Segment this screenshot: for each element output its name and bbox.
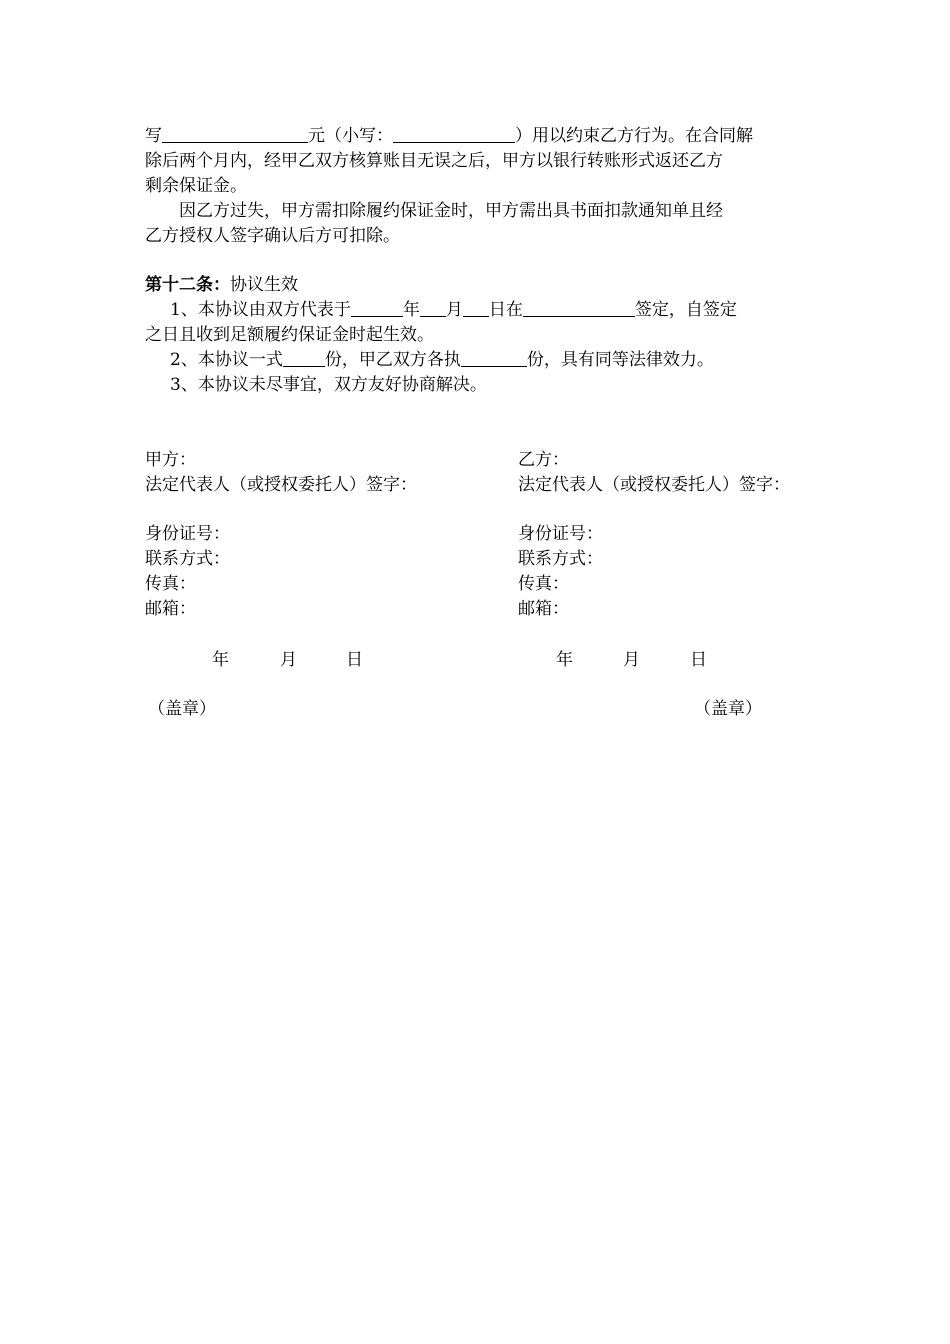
party-a-seal: （盖章）: [148, 699, 216, 719]
party-b-day: 日: [690, 650, 707, 670]
copies-blank: [283, 349, 325, 367]
party-a-month: 月: [280, 650, 297, 670]
party-a-day: 日: [346, 650, 363, 670]
party-a-label: 甲方：: [145, 450, 196, 470]
party-b-label: 乙方：: [518, 450, 569, 470]
text-segment: ）用以约束乙方行为。在合同解: [515, 126, 753, 146]
text-segment: 年: [402, 300, 420, 320]
party-b-seal: （盖章）: [694, 699, 762, 719]
party-b-rep-signature-label: 法定代表人（或授权委托人）签字：: [518, 475, 790, 495]
party-b-month: 月: [623, 650, 640, 670]
article-12-heading: [145, 273, 298, 297]
party-b-id-label: 身份证号：: [518, 524, 603, 544]
date-blank: [420, 299, 446, 317]
party-b-year: 年: [556, 650, 573, 670]
article-12-item-1-line-2: 之日且收到足额履约保证金时起生效。: [145, 325, 434, 345]
party-a-email-label: 邮箱：: [145, 599, 196, 619]
article-12-item-2: [170, 348, 714, 372]
article-12-item-3: 3、本协议未尽事宜，双方友好协商解决。: [170, 375, 487, 395]
party-a-fax-label: 传真：: [145, 574, 196, 594]
party-b-fax-label: 传真：: [518, 574, 569, 594]
party-a-id-label: 身份证号：: [145, 524, 230, 544]
party-b-contact-label: 联系方式：: [518, 549, 603, 569]
text-segment: 月: [445, 300, 463, 320]
article-number: 第十二条：: [145, 275, 230, 295]
copies-blank: [461, 349, 527, 367]
amount-figures-blank: [393, 125, 515, 143]
deposit-paragraph-line-2: 除后两个月内，经甲乙双方核算账目无误之后，甲方以银行转账形式返还乙方: [145, 151, 723, 171]
text-segment: 元（小写：: [308, 126, 393, 146]
party-a-rep-signature-label: 法定代表人（或授权委托人）签字：: [145, 475, 417, 495]
date-blank: [351, 299, 403, 317]
deduction-paragraph-line-1: 因乙方过失，甲方需扣除履约保证金时，甲方需出具书面扣款通知单且经: [179, 201, 723, 221]
article-title: 协议生效: [230, 275, 298, 295]
deposit-paragraph-line-1: [145, 124, 753, 148]
deposit-paragraph-line-3: 剩余保证金。: [145, 176, 247, 196]
text-segment: 份，甲乙双方各执: [324, 350, 461, 370]
text-segment: 日在: [488, 300, 523, 320]
article-12-item-1: [170, 298, 737, 322]
text-segment: 1、本协议由双方代表于: [170, 300, 351, 320]
party-b-email-label: 邮箱：: [518, 599, 569, 619]
deduction-paragraph-line-2: 乙方授权人签字确认后方可扣除。: [145, 226, 400, 246]
text-segment: 写: [145, 126, 162, 146]
text-segment: 2、本协议一式: [170, 350, 283, 370]
date-blank: [463, 299, 489, 317]
party-a-contact-label: 联系方式：: [145, 549, 230, 569]
place-blank: [523, 299, 635, 317]
text-segment: 签定，自签定: [634, 300, 737, 320]
text-segment: 份，具有同等法律效力。: [526, 350, 714, 370]
amount-words-blank: [162, 125, 308, 143]
party-a-year: 年: [212, 650, 229, 670]
